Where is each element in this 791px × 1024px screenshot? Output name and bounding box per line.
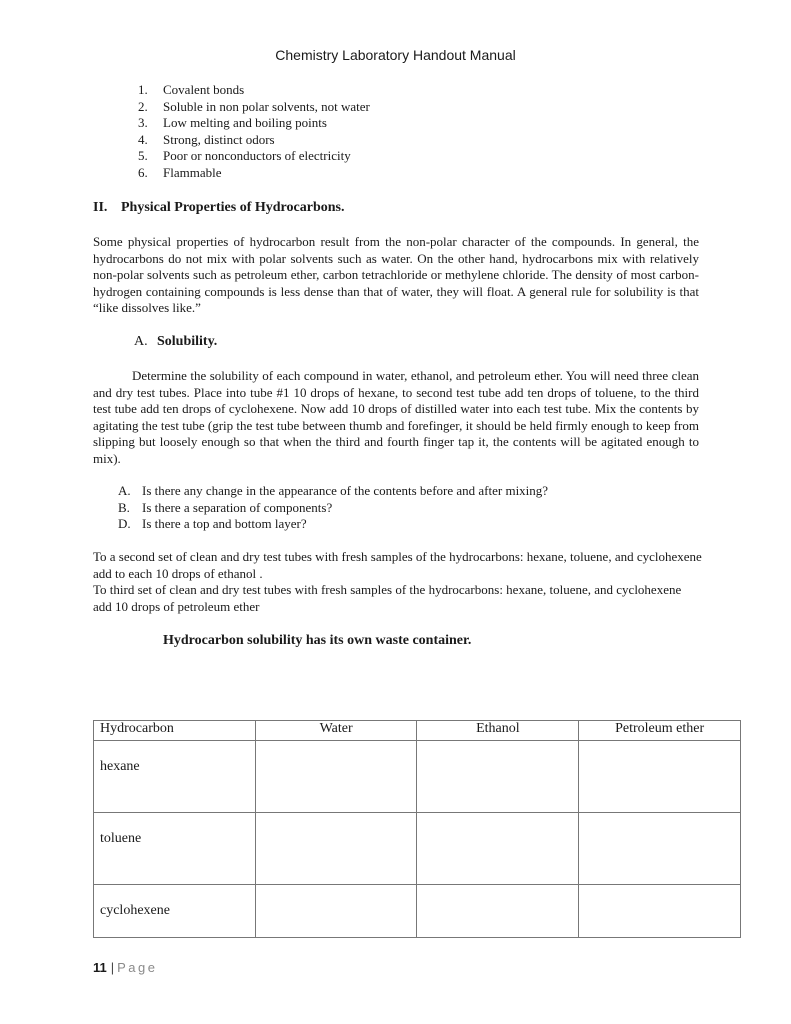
running-header: Chemistry Laboratory Handout Manual: [275, 47, 516, 63]
table-row: [94, 885, 741, 938]
additional-sets-paragraph: [93, 549, 703, 615]
column-header-ethanol: Ethanol: [417, 721, 579, 741]
ethanol-result-cell[interactable]: [417, 813, 579, 885]
question-item: A. Is there any change in the appearance of the contents before and after mixing?: [118, 483, 549, 498]
petroleum-ether-result-cell[interactable]: [579, 813, 741, 885]
question-item: B. Is there a separation of components?: [118, 499, 333, 515]
column-header-hydrocarbon: Hydrocarbon: [94, 721, 256, 741]
list-item: 2. Soluble in non polar solvents, not water: [138, 98, 370, 114]
ethanol-result-cell[interactable]: [417, 741, 579, 813]
organic-properties-list: [138, 82, 370, 181]
water-result-cell[interactable]: [255, 741, 417, 813]
page-label: Page: [117, 960, 158, 975]
water-result-cell[interactable]: [255, 813, 417, 885]
ethanol-result-cell[interactable]: [417, 885, 579, 938]
footer-separator: |: [110, 960, 115, 975]
list-item: 6. Flammable: [138, 164, 222, 180]
waste-note: Hydrocarbon solubility has its own waste container.: [163, 633, 472, 648]
petroleum-ether-result-cell[interactable]: [579, 885, 741, 938]
ethanol-instruction: To a second set of clean and dry test tubes with fresh samples of the hydrocarbons: hexane, toluene, and cyclohexene add to each 10 drops of ethanol .: [93, 549, 702, 581]
table-row: [94, 741, 741, 813]
hydrocarbon-name-cell: cyclohexene: [94, 885, 256, 938]
hydrocarbon-name-cell: toluene: [94, 813, 256, 885]
list-item: 3. Low melting and boiling points: [138, 115, 327, 130]
intro-paragraph: Some physical properties of hydrocarbon result from the non-polar character of the compounds. In general, the hydrocarbons do not mix with polar solvents such as water. On the other hand, hydrocarbons mix with relatively non-polar solvents such as petroleum ether, carbon tetrachloride or methylene chloride. The density of most carbon-hydrogen containing compounds is less dense than that of water, they will float. A general rule for solubility is that “like dissolves like.”: [93, 234, 699, 315]
water-result-cell[interactable]: [255, 885, 417, 938]
table-row: [94, 813, 741, 885]
list-item: 5. Poor or nonconductors of electricity: [138, 148, 351, 163]
page-number: 11: [93, 960, 107, 975]
section-numeral: II.: [93, 200, 108, 215]
question-item: D. Is there a top and bottom layer?: [118, 516, 307, 531]
list-item: 4. Strong, distinct odors: [138, 131, 275, 147]
subsection-letter: A.: [134, 334, 148, 349]
petroleum-ether-instruction: To third set of clean and dry test tubes with fresh samples of the hydrocarbons: hexane, toluene, and cyclohexene add 10 drops of petroleum ether: [93, 582, 682, 614]
subsection-heading: [134, 334, 217, 351]
column-header-water: Water: [255, 721, 417, 741]
list-item: 1. Covalent bonds: [138, 82, 245, 97]
solubility-table: [93, 720, 741, 938]
section-heading: [93, 200, 344, 217]
questions-list: [118, 483, 548, 533]
subsection-title: Solubility.: [157, 334, 218, 349]
section-title: Physical Properties of Hydrocarbons.: [121, 200, 345, 215]
procedure-paragraph: Determine the solubility of each compound in water, ethanol, and petroleum ether. You will need three clean and dry test tubes. Place into tube #1 10 drops of hexane, to second test tube add ten drops of toluene, to the third test tube add ten drops of cyclohexene. Now add 10 drops of distilled water into each test tube. Mix the contents by agitating the test tube (grip the test tube between thumb and forefinger, it should be held firmly enough to keep from slipping but loosely enough so that when the third and fourth finger tap it, the contents will be agitated enough to mix).: [93, 368, 699, 466]
page-footer: [93, 960, 158, 977]
table-header-row: [94, 721, 741, 741]
petroleum-ether-result-cell[interactable]: [579, 741, 741, 813]
hydrocarbon-name-cell: hexane: [94, 741, 256, 813]
column-header-petroleum-ether: Petroleum ether: [579, 721, 741, 741]
